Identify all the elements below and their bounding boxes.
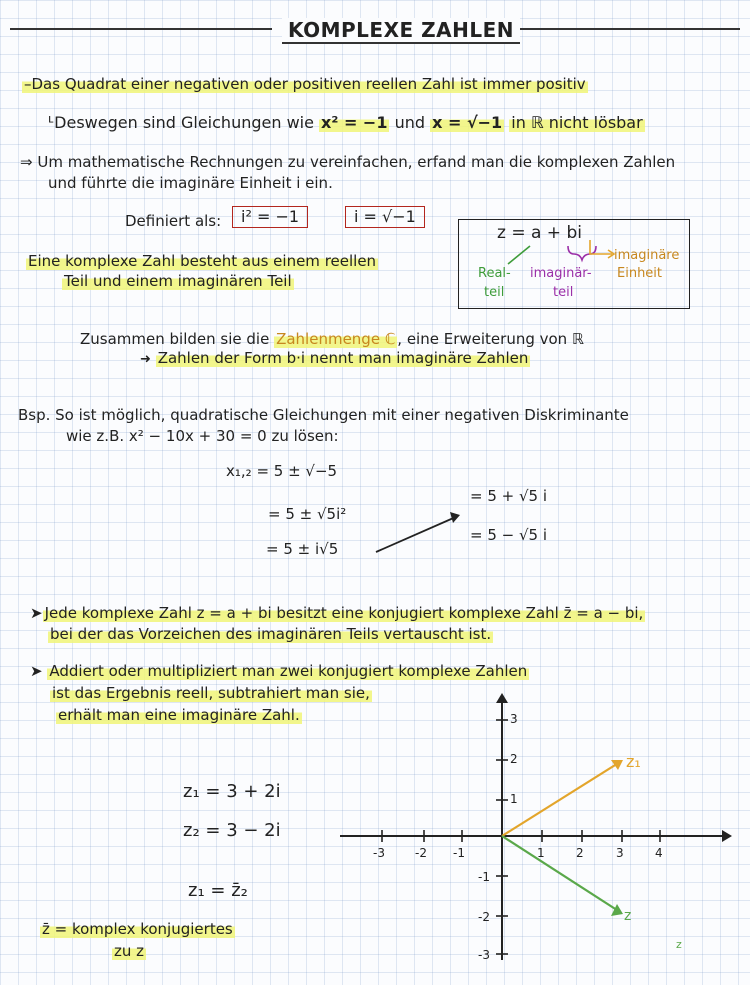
coordinate-system (340, 693, 732, 960)
xtick-2: -1 (453, 846, 465, 860)
page-title: KOMPLEXE ZAHLEN (282, 18, 520, 44)
line-zu-z: zu z (114, 942, 145, 960)
x-axis-arrow (722, 830, 732, 842)
ytick-4: -2 (478, 910, 490, 924)
line-quadrat: –Das Quadrat einer negativen oder positiven reellen Zahl ist immer positiv (24, 75, 586, 93)
line-jede-komplexe: ➤ Jede komplexe Zahl z = a + bi besitzt eine konjugiert komplexe Zahl z̄ = a − bi, (30, 604, 644, 622)
line-komplexe-zahl: Eine komplexe Zahl besteht aus einem reellen (28, 252, 377, 270)
definition-label: Definiert als: (125, 212, 222, 230)
line-ergebnis: ist das Ergebnis reell, subtrahiert man sie, (52, 684, 370, 702)
label-imaginaere: imaginäre (614, 248, 680, 263)
line-konjugiertes: z̄ = komplex konjugiertes (42, 920, 233, 938)
definition-box-2: i = √−1 (345, 206, 425, 228)
vector-z2-head (611, 904, 623, 916)
z2-definition: z₂ = 3 − 2i (183, 820, 281, 841)
label-realteil-2: teil (484, 285, 505, 300)
ytick-1: 2 (510, 752, 518, 766)
vector-z1-label: z₁ (626, 752, 641, 771)
vector-z1-head (611, 760, 623, 770)
z1-definition: z₁ = 3 + 2i (183, 781, 281, 802)
label-imaginaerteil-2: teil (553, 285, 574, 300)
imaginary-brace (568, 246, 596, 260)
line-deswegen: ᒻDeswegen sind Gleichungen wie x² = −1 und x = √−1 in ℝ nicht lösbar (48, 113, 643, 132)
definition-box-1: i² = −1 (232, 206, 308, 228)
line-zusammen: Zusammen bilden sie die Zahlenmenge ℂ , eine Erweiterung von ℝ (80, 330, 584, 348)
complex-form-equation: z = a + bi (497, 223, 582, 243)
ytick-0: 3 (510, 712, 518, 726)
result-2: = 5 − √5 i (470, 526, 548, 544)
line-um-rechnungen: ⇒ Um mathematische Rechnungen zu vereinfachen, erfand man die komplexen Zahlen (20, 153, 676, 171)
ytick-3: -1 (478, 870, 490, 884)
label-realteil: Real- (478, 266, 511, 281)
solution-arrow-head (450, 512, 460, 523)
label-imaginaerteil: imaginär- (530, 266, 592, 281)
line-bsp: Bsp. So ist möglich, quadratische Gleichungen mit einer negativen Diskriminante (18, 406, 629, 424)
xtick-5: 3 (616, 846, 624, 860)
line-teil: Teil und einem imaginären Teil (64, 272, 292, 290)
line-addiert: ➤ Addiert oder multipliziert man zwei konjugiert komplexe Zahlen (30, 662, 528, 680)
z-conjugate-relation: z₁ = z̄₂ (188, 880, 248, 901)
unit-pointer (590, 240, 612, 254)
xtick-3: 1 (537, 846, 545, 860)
xtick-0: -3 (373, 846, 385, 860)
line-einheit: und führte die imaginäre Einheit i ein. (48, 174, 333, 192)
solution-arrow (376, 516, 458, 552)
label-einheit: Einheit (617, 266, 663, 281)
ytick-5: -3 (478, 948, 490, 962)
result-1: = 5 + √5 i (470, 487, 548, 505)
line-zahlen-form: ➜ Zahlen der Form b·i nennt man imaginäre Zahlen (140, 349, 529, 367)
corner-mark: z (676, 938, 682, 951)
vector-z2-label: z (624, 908, 632, 924)
xtick-1: -2 (415, 846, 427, 860)
vector-z2 (502, 836, 620, 912)
vector-z1 (502, 762, 620, 836)
solution-step-1: x₁,₂ = 5 ± √−5 (226, 462, 338, 480)
y-axis-arrow (496, 693, 508, 703)
solution-step-2: = 5 ± √5i² (268, 505, 347, 523)
ytick-2: 1 (510, 792, 518, 806)
line-wie-zb: wie z.B. x² − 10x + 30 = 0 zu lösen: (66, 427, 339, 445)
line-imaginaere-zahl: erhält man eine imaginäre Zahl. (58, 706, 300, 724)
xtick-4: 2 (576, 846, 584, 860)
line-vorzeichen: bei der das Vorzeichen des imaginären Teils vertauscht ist. (50, 625, 492, 643)
xtick-6: 4 (655, 846, 663, 860)
solution-step-3: = 5 ± i√5 (266, 540, 339, 558)
real-pointer (508, 246, 530, 264)
